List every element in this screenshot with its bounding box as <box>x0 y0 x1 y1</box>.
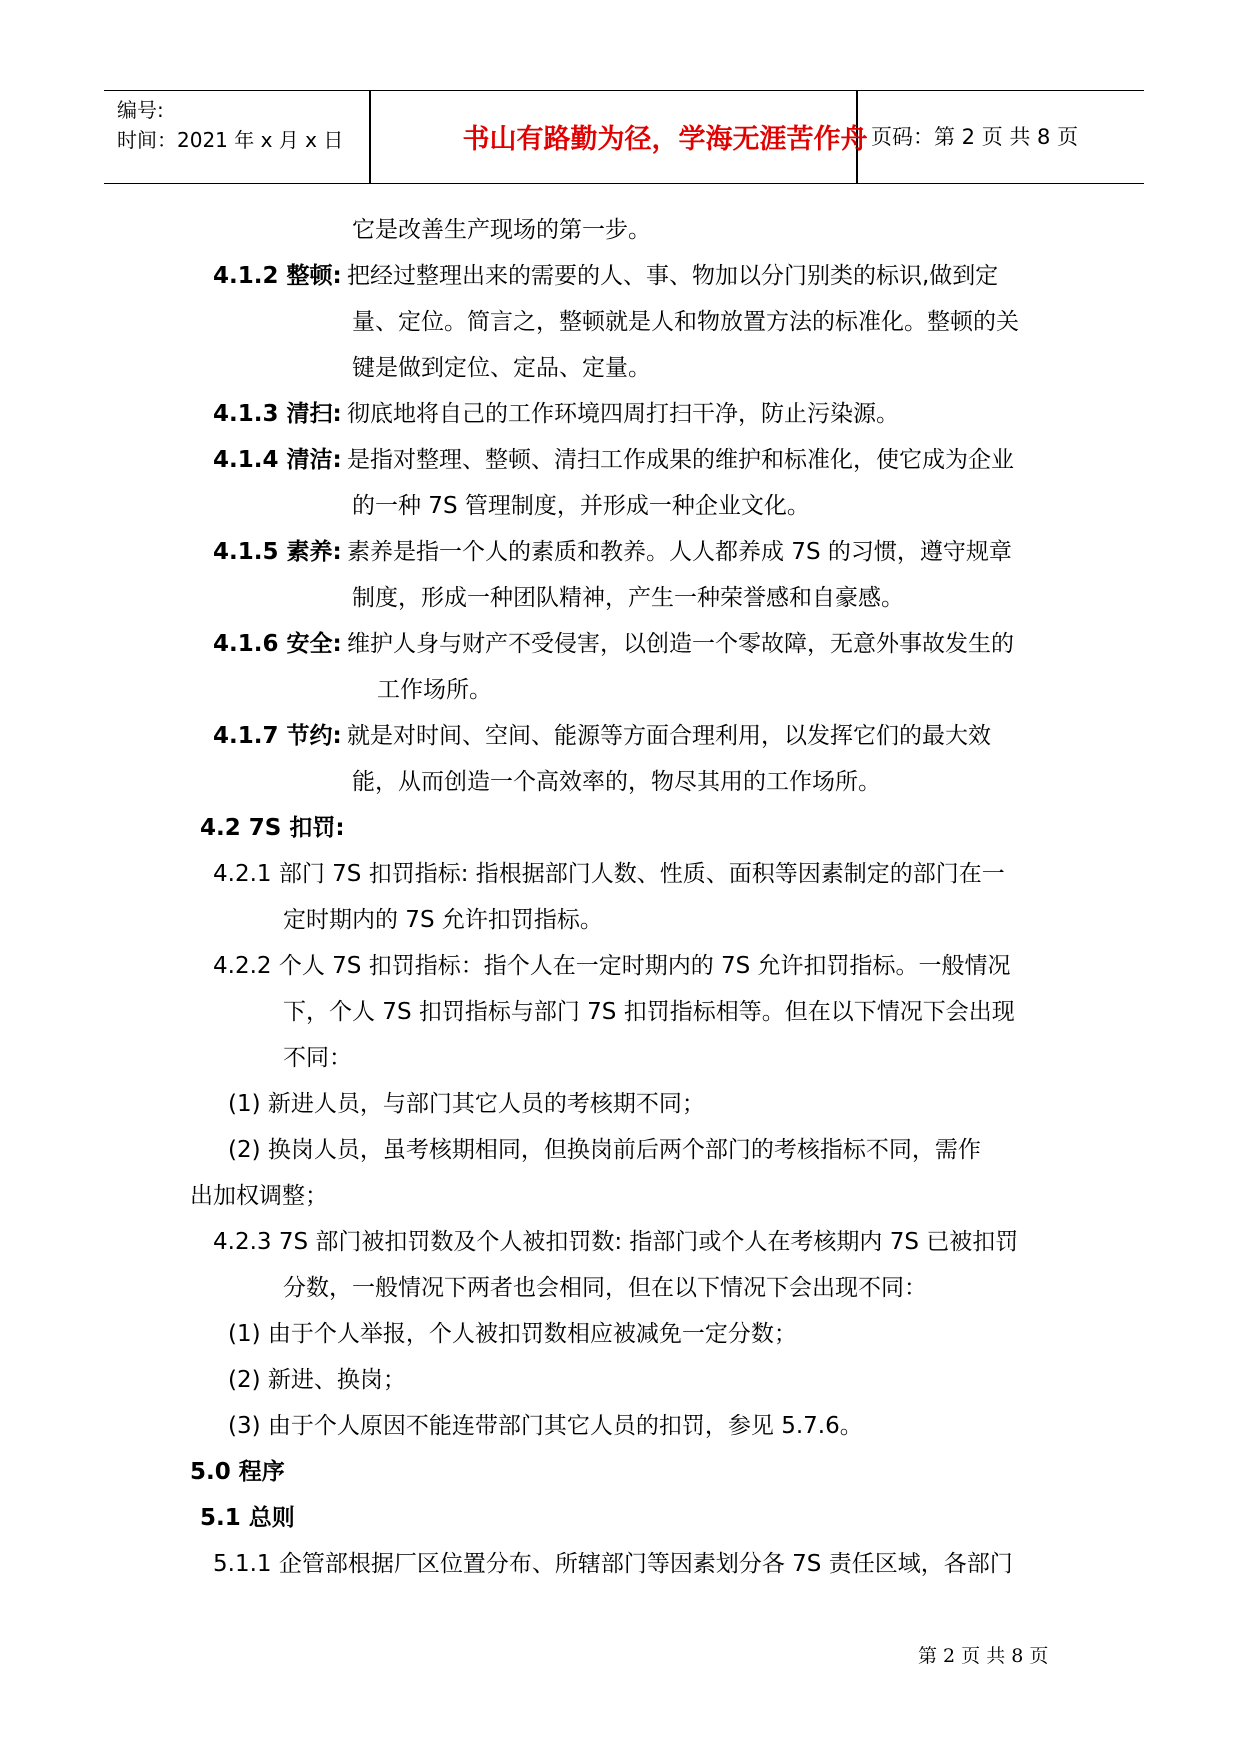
section-heading: 4.1.2 整顿: <box>213 263 342 289</box>
body-line: 制度，形成一种团队精神，产生一种荣誉感和自豪感。 <box>352 585 904 611</box>
body-line: 出加权调整； <box>190 1183 328 1209</box>
section-heading: 4.1.4 清洁: <box>213 447 342 473</box>
document-header <box>104 90 1144 184</box>
body-line: 它是改善生产现场的第一步。 <box>352 217 651 243</box>
list-item: (2) 新进、换岗； <box>228 1367 406 1393</box>
time-label: 时间：2021 年 x 月 x 日 <box>117 128 344 152</box>
body-line: 不同： <box>283 1045 352 1071</box>
body-line: 就是对时间、空间、能源等方面合理利用，以发挥它们的最大效 <box>347 723 991 749</box>
number-label: 编号: <box>117 98 164 122</box>
body-line: 5.1.1 企管部根据厂区位置分布、所辖部门等因素划分各 7S 责任区域，各部门 <box>213 1551 1013 1577</box>
body-line: 把经过整理出来的需要的人、事、物加以分门别类的标识,做到定 <box>347 263 999 289</box>
section-heading: 4.1.5 素养: <box>213 539 342 565</box>
body-line: 量、定位。简言之，整顿就是人和物放置方法的标准化。整顿的关 <box>352 309 1019 335</box>
section-heading: 4.1.7 节约: <box>213 723 342 749</box>
body-line: 分数，一般情况下两者也会相同，但在以下情况下会出现不同： <box>283 1275 927 1301</box>
header-meta <box>117 95 343 155</box>
list-item: (3) 由于个人原因不能连带部门其它人员的扣罚，参见 5.7.6。 <box>228 1413 863 1439</box>
body-line: 下，个人 7S 扣罚指标与部门 7S 扣罚指标相等。但在以下情况下会出现 <box>283 999 1015 1025</box>
body-line: 是指对整理、整顿、清扫工作成果的维护和标准化，使它成为企业 <box>347 447 1014 473</box>
list-item: (2) 换岗人员，虽考核期相同，但换岗前后两个部门的考核指标不同，需作 <box>228 1137 981 1163</box>
page-footer: 第 2 页 共 8 页 <box>918 1645 1049 1667</box>
list-item: (1) 新进人员，与部门其它人员的考核期不同； <box>228 1091 705 1117</box>
section-heading: 4.1.6 安全: <box>213 631 342 657</box>
body-line: 维护人身与财产不受侵害，以创造一个零故障，无意外事故发生的 <box>347 631 1014 657</box>
body-line: 4.2.2 个人 7S 扣罚指标：指个人在一定时期内的 7S 允许扣罚指标。一般情况 <box>213 953 1011 979</box>
body-line: 工作场所。 <box>377 677 492 703</box>
body-line: 的一种 7S 管理制度，并形成一种企业文化。 <box>352 493 810 519</box>
list-item: (1) 由于个人举报，个人被扣罚数相应被减免一定分数； <box>228 1321 797 1347</box>
body-line: 4.2.3 7S 部门被扣罚数及个人被扣罚数: 指部门或个人在考核期内 7S 已被扣罚 <box>213 1229 1019 1255</box>
body-line: 能，从而创造一个高效率的，物尽其用的工作场所。 <box>352 769 881 795</box>
section-heading: 5.0 程序 <box>190 1459 285 1485</box>
body-line: 4.2.1 部门 7S 扣罚指标: 指根据部门人数、性质、面积等因素制定的部门在一 <box>213 861 1005 887</box>
section-heading: 4.2 7S 扣罚: <box>200 815 345 841</box>
header-page-label: 页码：第 2 页 共 8 页 <box>871 125 1079 149</box>
body-line: 定时期内的 7S 允许扣罚指标。 <box>283 907 603 933</box>
body-line: 键是做到定位、定品、定量。 <box>352 355 651 381</box>
section-heading: 4.1.3 清扫: <box>213 401 342 427</box>
header-motto: 书山有路勤为径，学海无涯苦作舟 <box>462 124 868 155</box>
section-heading: 5.1 总则 <box>200 1505 295 1531</box>
body-line: 彻底地将自己的工作环境四周打扫干净，防止污染源。 <box>347 401 899 427</box>
body-line: 素养是指一个人的素质和教养。人人都养成 7S 的习惯，遵守规章 <box>347 539 1012 565</box>
